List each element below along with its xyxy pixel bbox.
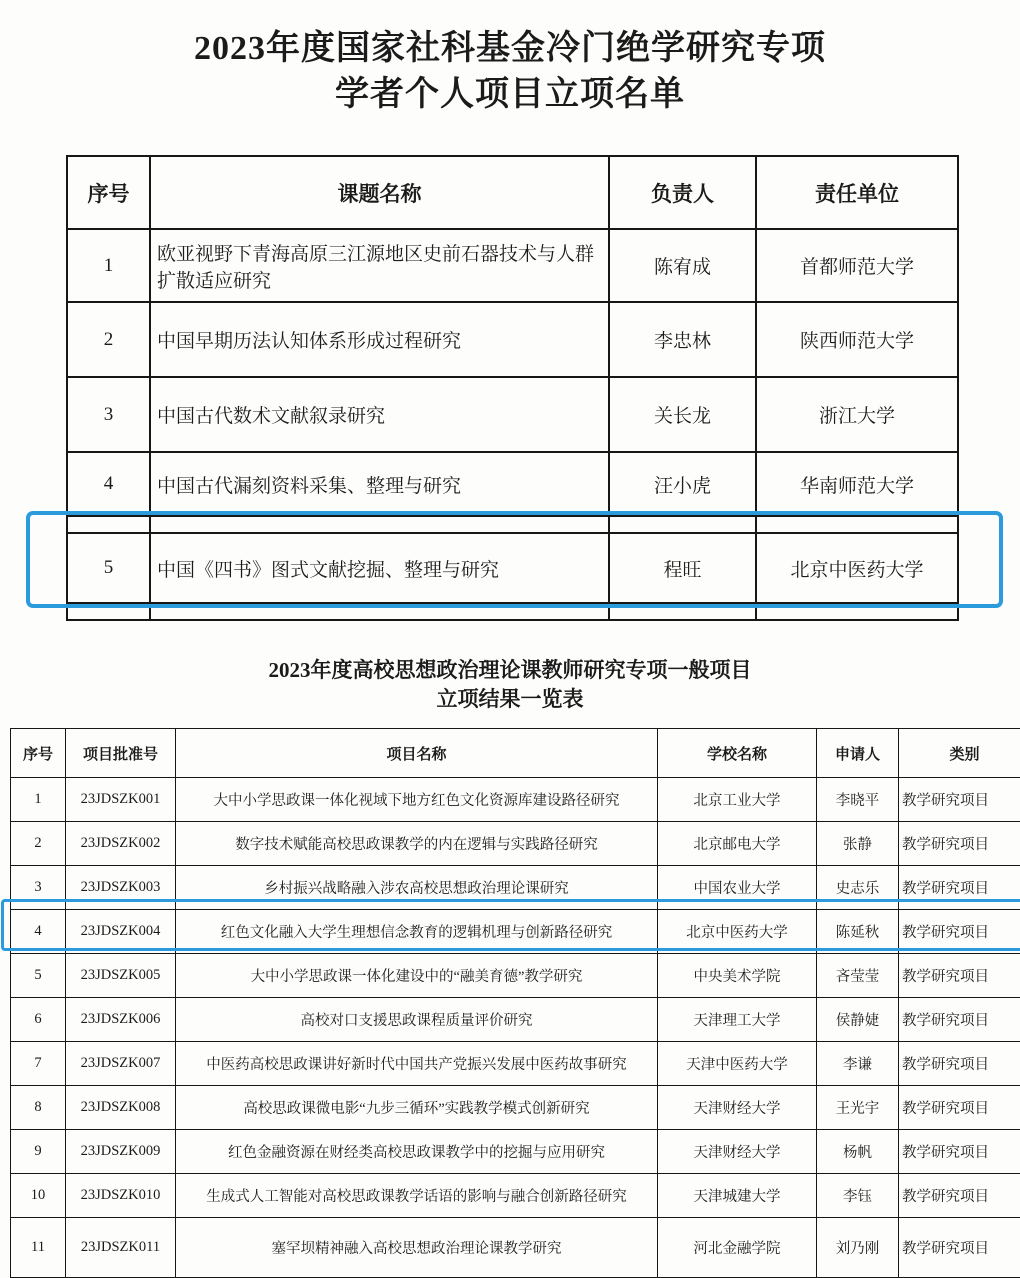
table-row xyxy=(67,302,958,377)
cell-applicant: 李钰 xyxy=(817,1174,899,1218)
cell-name: 塞罕坝精神融入高校思想政治理论课教学研究 xyxy=(176,1218,658,1278)
cell-name: 红色文化融入大学生理想信念教育的逻辑机理与创新路径研究 xyxy=(176,910,658,954)
cell-org: 华南师范大学 xyxy=(756,452,958,516)
cell-name: 高校对口支援思政课程质量评价研究 xyxy=(176,998,658,1042)
cell-seq: 11 xyxy=(11,1218,66,1278)
table1-header-leader: 负责人 xyxy=(609,156,756,229)
title-1-line-1: 2023年度国家社科基金冷门绝学研究专项 xyxy=(0,26,1020,72)
cell-code: 23JDSZK003 xyxy=(66,866,176,910)
table-row xyxy=(11,1174,1020,1218)
highlight-box-table2-row4 xyxy=(1,899,1020,951)
cell-school: 北京工业大学 xyxy=(658,778,817,822)
title-2-line-2: 立项结果一览表 xyxy=(0,685,1020,714)
cell-category: 教学研究项目 xyxy=(899,1218,1020,1278)
table1-header-seq: 序号 xyxy=(67,156,150,229)
cell-school: 天津财经大学 xyxy=(658,1130,817,1174)
cell-school: 北京邮电大学 xyxy=(658,822,817,866)
cell-applicant: 陈延秋 xyxy=(817,910,899,954)
table-row xyxy=(67,229,958,302)
cell-code: 23JDSZK008 xyxy=(66,1086,176,1130)
cell-seq: 5 xyxy=(11,954,66,998)
cell-name: 生成式人工智能对高校思政课教学话语的影响与融合创新路径研究 xyxy=(176,1174,658,1218)
table1-header-row xyxy=(67,156,958,229)
cell-applicant: 杨帆 xyxy=(817,1130,899,1174)
cell-name: 乡村振兴战略融入涉农高校思想政治理论课研究 xyxy=(176,866,658,910)
cell-seq: 7 xyxy=(11,1042,66,1086)
cell-org: 北京中医药大学 xyxy=(756,533,958,603)
highlight-box-table1-row5 xyxy=(26,511,1003,608)
cell-category: 教学研究项目 xyxy=(899,778,1020,822)
cell-school: 天津中医药大学 xyxy=(658,1042,817,1086)
table-row xyxy=(11,778,1020,822)
cell-applicant: 张静 xyxy=(817,822,899,866)
cell-category: 教学研究项目 xyxy=(899,910,1020,954)
cell-category: 教学研究项目 xyxy=(899,1174,1020,1218)
cell-title: 中国早期历法认知体系形成过程研究 xyxy=(150,302,609,377)
cell-school: 中国农业大学 xyxy=(658,866,817,910)
cell-code: 23JDSZK002 xyxy=(66,822,176,866)
cell-applicant: 吝莹莹 xyxy=(817,954,899,998)
cell-seq: 5 xyxy=(67,533,150,603)
table-row xyxy=(11,1130,1020,1174)
cell-org: 浙江大学 xyxy=(756,377,958,452)
table-row xyxy=(11,954,1020,998)
cell-name: 高校思政课微电影“九步三循环”实践教学模式创新研究 xyxy=(176,1086,658,1130)
cell-school: 中央美术学院 xyxy=(658,954,817,998)
cell-leader: 陈宥成 xyxy=(609,229,756,302)
cell-school: 天津城建大学 xyxy=(658,1174,817,1218)
cell-seq: 3 xyxy=(11,866,66,910)
cell-name: 中医药高校思政课讲好新时代中国共产党振兴发展中医药故事研究 xyxy=(176,1042,658,1086)
cell-code: 23JDSZK006 xyxy=(66,998,176,1042)
title-2-line-1: 2023年度高校思想政治理论课教师研究专项一般项目 xyxy=(0,656,1020,685)
table-row xyxy=(11,1218,1020,1278)
cell-category: 教学研究项目 xyxy=(899,1130,1020,1174)
table-row xyxy=(11,1086,1020,1130)
cell-code: 23JDSZK011 xyxy=(66,1218,176,1278)
cell-applicant: 刘乃刚 xyxy=(817,1218,899,1278)
cell-category: 教学研究项目 xyxy=(899,1042,1020,1086)
table-row xyxy=(67,377,958,452)
cell-code: 23JDSZK001 xyxy=(66,778,176,822)
cell-applicant: 王光宇 xyxy=(817,1086,899,1130)
cell-school: 北京中医药大学 xyxy=(658,910,817,954)
cell-title: 中国古代数术文献叙录研究 xyxy=(150,377,609,452)
cell-seq: 1 xyxy=(67,229,150,302)
cell-school: 天津财经大学 xyxy=(658,1086,817,1130)
cell-code: 23JDSZK004 xyxy=(66,910,176,954)
cell-category: 教学研究项目 xyxy=(899,822,1020,866)
cell-org: 陕西师范大学 xyxy=(756,302,958,377)
cell-name: 数字技术赋能高校思政课教学的内在逻辑与实践路径研究 xyxy=(176,822,658,866)
title-1-line-2: 学者个人项目立项名单 xyxy=(0,72,1020,118)
cell-school: 河北金融学院 xyxy=(658,1218,817,1278)
cell-category: 教学研究项目 xyxy=(899,998,1020,1042)
table2-header-name: 项目名称 xyxy=(176,729,658,778)
cell-code: 23JDSZK009 xyxy=(66,1130,176,1174)
table-row xyxy=(11,822,1020,866)
cell-name: 大中小学思政课一体化建设中的“融美育德”教学研究 xyxy=(176,954,658,998)
table2-header-category: 类别 xyxy=(899,729,1020,778)
cell-name: 大中小学思政课一体化视域下地方红色文化资源库建设路径研究 xyxy=(176,778,658,822)
cell-seq: 10 xyxy=(11,1174,66,1218)
cell-category: 教学研究项目 xyxy=(899,1086,1020,1130)
table1-header-title: 课题名称 xyxy=(150,156,609,229)
cell-leader: 李忠林 xyxy=(609,302,756,377)
table1-header-org: 责任单位 xyxy=(756,156,958,229)
cell-category: 教学研究项目 xyxy=(899,954,1020,998)
cell-applicant: 李谦 xyxy=(817,1042,899,1086)
cell-code: 23JDSZK007 xyxy=(66,1042,176,1086)
cell-title: 中国古代漏刻资料采集、整理与研究 xyxy=(150,452,609,516)
cell-name: 红色金融资源在财经类高校思政课教学中的挖掘与应用研究 xyxy=(176,1130,658,1174)
table-ideological-education-projects xyxy=(10,728,1020,1278)
cell-seq: 8 xyxy=(11,1086,66,1130)
cell-school: 天津理工大学 xyxy=(658,998,817,1042)
cell-category: 教学研究项目 xyxy=(899,866,1020,910)
cell-seq: 1 xyxy=(11,778,66,822)
cell-applicant: 侯静婕 xyxy=(817,998,899,1042)
table-row xyxy=(67,452,958,516)
cell-seq: 3 xyxy=(67,377,150,452)
table2-header-code: 项目批准号 xyxy=(66,729,176,778)
cell-title: 欧亚视野下青海高原三江源地区史前石器技术与人群扩散适应研究 xyxy=(150,229,609,302)
document-title-2 xyxy=(0,656,1020,714)
cell-seq: 4 xyxy=(67,452,150,516)
cell-leader: 程旺 xyxy=(609,533,756,603)
cell-seq: 9 xyxy=(11,1130,66,1174)
cell-title: 中国《四书》图式文献挖掘、整理与研究 xyxy=(150,533,609,603)
cell-applicant: 史志乐 xyxy=(817,866,899,910)
cell-code: 23JDSZK010 xyxy=(66,1174,176,1218)
cell-seq: 4 xyxy=(11,910,66,954)
cell-seq: 2 xyxy=(67,302,150,377)
cell-leader: 关长龙 xyxy=(609,377,756,452)
cell-code: 23JDSZK005 xyxy=(66,954,176,998)
table2-header-school: 学校名称 xyxy=(658,729,817,778)
table-row xyxy=(11,998,1020,1042)
cell-applicant: 李晓平 xyxy=(817,778,899,822)
table-row xyxy=(11,1042,1020,1086)
table2-header-seq: 序号 xyxy=(11,729,66,778)
cell-leader: 汪小虎 xyxy=(609,452,756,516)
table2-header-applicant: 申请人 xyxy=(817,729,899,778)
cell-seq: 2 xyxy=(11,822,66,866)
table2-header-row xyxy=(11,729,1020,778)
cell-seq: 6 xyxy=(11,998,66,1042)
cell-org: 首都师范大学 xyxy=(756,229,958,302)
document-title-1 xyxy=(0,26,1020,118)
